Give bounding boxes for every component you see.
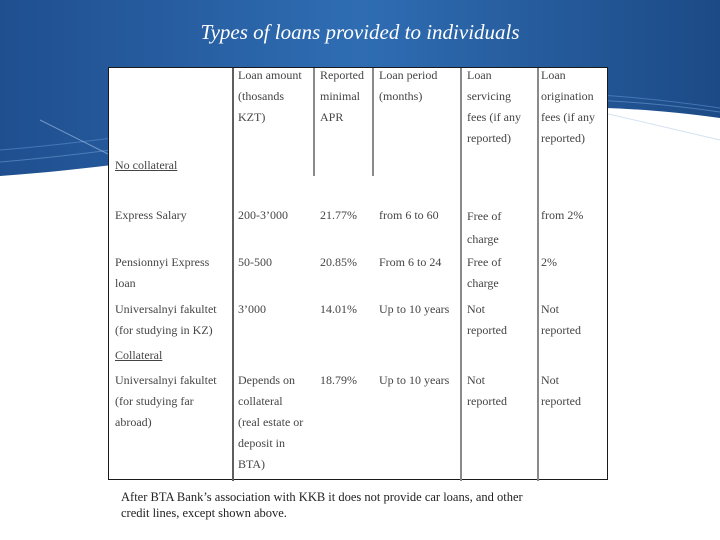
footer-line: credit lines, except shown above. <box>121 506 287 520</box>
row-servicing: Not reported <box>467 373 507 408</box>
row-name: Pensionnyi Express loan <box>115 255 210 290</box>
row-amount: 200-3’000 <box>238 208 288 222</box>
row-origination: from 2% <box>541 208 584 222</box>
row-amount: 3’000 <box>238 302 266 316</box>
row-period: Up to 10 years <box>379 302 450 316</box>
row-apr: 21.77% <box>320 208 357 222</box>
row-origination: 2% <box>541 255 557 269</box>
footer-note <box>121 489 621 521</box>
section-no-collateral: No collateral <box>115 158 178 172</box>
column-divider <box>460 68 462 481</box>
column-divider <box>537 68 539 481</box>
row-servicing: Free of charge <box>467 209 502 246</box>
header-origination-fees: Loan origination fees (if any reported) <box>541 68 595 145</box>
row-amount: Depends on collateral (real estate or deposit in BTA) <box>238 373 304 471</box>
row-period: Up to 10 years <box>379 373 450 387</box>
row-servicing: Not reported <box>467 302 507 337</box>
section-collateral: Collateral <box>115 348 163 362</box>
row-period: From 6 to 24 <box>379 255 442 269</box>
row-name: Universalnyi fakultet (for studying in KZ) <box>115 302 217 337</box>
row-servicing: Free of charge <box>467 255 502 290</box>
header-reported-apr: Reported minimal APR <box>320 68 364 124</box>
footer-line: After BTA Bank’s association with KKB it does not provide car loans, and other <box>121 490 523 504</box>
row-origination: Not reported <box>541 302 581 337</box>
row-apr: 18.79% <box>320 373 357 387</box>
column-divider <box>372 68 374 176</box>
header-loan-period: Loan period (months) <box>379 68 438 103</box>
row-period: from 6 to 60 <box>379 208 439 222</box>
column-divider <box>313 68 315 176</box>
row-amount: 50-500 <box>238 255 272 269</box>
slide-title: Types of loans provided to individuals <box>200 20 520 44</box>
column-divider <box>232 68 234 481</box>
row-origination: Not reported <box>541 373 581 408</box>
header-servicing-fees: Loan servicing fees (if any reported) <box>467 68 521 145</box>
row-apr: 20.85% <box>320 255 357 269</box>
row-apr: 14.01% <box>320 302 357 316</box>
row-name: Express Salary <box>115 208 187 222</box>
header-loan-amount: Loan amount (thosands KZT) <box>238 68 302 124</box>
loan-table <box>108 67 608 480</box>
row-name: Universalnyi fakultet (for studying far abroad) <box>115 373 217 429</box>
